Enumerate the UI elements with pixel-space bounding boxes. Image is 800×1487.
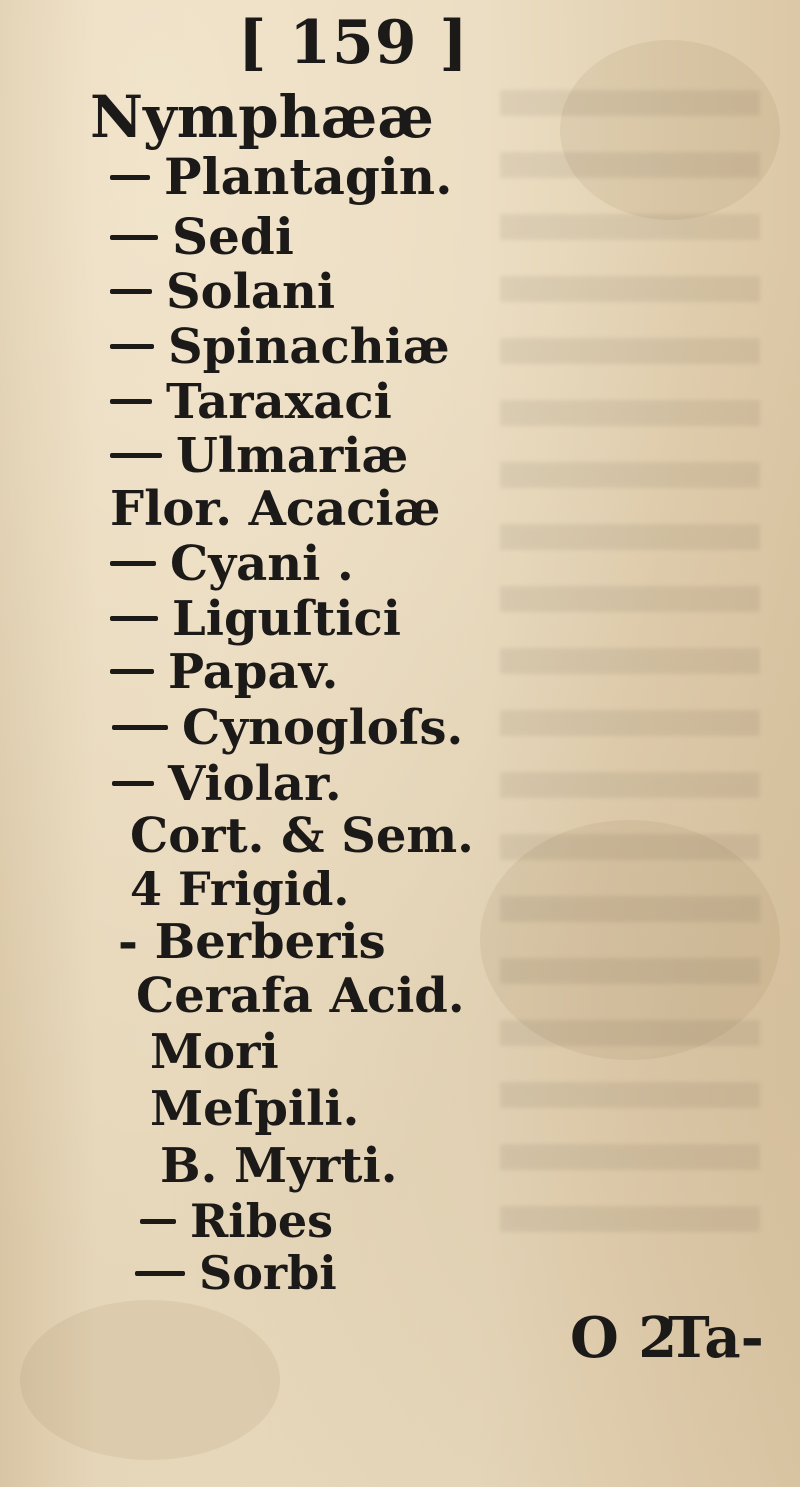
entry-line bbox=[110, 591, 401, 647]
entry-text: B. Myrti. bbox=[160, 1138, 398, 1194]
ditto-dash bbox=[135, 1271, 185, 1276]
entry-line bbox=[150, 1024, 279, 1080]
entry-line bbox=[110, 481, 441, 537]
entry-line bbox=[140, 1194, 334, 1248]
entry-text: Plantagin. bbox=[164, 147, 453, 206]
entry-line bbox=[112, 756, 342, 812]
entry-line bbox=[110, 536, 354, 592]
ditto-dash bbox=[110, 399, 152, 404]
ditto-dash bbox=[110, 235, 158, 240]
entry-line bbox=[110, 428, 409, 484]
entry-text: Solani bbox=[166, 264, 336, 320]
entry-text: Liguſtici bbox=[172, 591, 401, 647]
entry-text: Taraxaci bbox=[166, 374, 392, 430]
entry-text: Cyani . bbox=[170, 536, 354, 592]
entry-text: Ribes bbox=[190, 1194, 334, 1248]
ditto-dash bbox=[112, 781, 154, 786]
entry-text: Meſpili. bbox=[150, 1081, 360, 1137]
entry-line bbox=[110, 207, 294, 266]
entry-text: Mori bbox=[150, 1024, 279, 1080]
entry-line bbox=[110, 264, 336, 320]
entry-text: Flor. Acaciæ bbox=[110, 481, 441, 537]
bleed-through-text bbox=[500, 90, 760, 1240]
ditto-dash bbox=[110, 453, 162, 458]
entry-line bbox=[160, 1138, 398, 1194]
entry-text: Cynogloſs. bbox=[182, 700, 464, 756]
ditto-dash bbox=[110, 175, 150, 180]
entry-text: 4 Frigid. bbox=[130, 862, 350, 916]
entry-line bbox=[110, 644, 339, 700]
ditto-dash bbox=[110, 616, 158, 621]
ditto-dash bbox=[110, 669, 154, 674]
entry-text: Ulmariæ bbox=[176, 428, 409, 484]
entry-text: Cort. & Sem. bbox=[130, 808, 474, 864]
signature-mark: O 2 bbox=[570, 1305, 678, 1371]
entry-text: Nymphææ bbox=[90, 83, 434, 151]
catchword: Ta- bbox=[668, 1305, 764, 1371]
entry-text: Violar. bbox=[168, 756, 342, 812]
entry-line bbox=[135, 1246, 337, 1300]
entry-line bbox=[110, 319, 450, 375]
entry-text: Sedi bbox=[172, 207, 294, 266]
entry-text: Spinachiæ bbox=[168, 319, 450, 375]
entry-line bbox=[150, 1081, 360, 1137]
page-number: [ 159 ] bbox=[238, 8, 469, 78]
entry-line bbox=[112, 700, 464, 756]
entry-line bbox=[136, 968, 465, 1024]
entry-line bbox=[118, 914, 386, 970]
entry-text: Papav. bbox=[168, 644, 339, 700]
entry-line bbox=[90, 83, 434, 151]
ditto-dash bbox=[110, 289, 152, 294]
entry-line bbox=[110, 374, 392, 430]
ditto-dash bbox=[112, 725, 168, 730]
entry-text: Cerafa Acid. bbox=[136, 968, 465, 1024]
entry-line bbox=[130, 862, 350, 916]
entry-text: - Berberis bbox=[118, 914, 386, 970]
ditto-dash bbox=[110, 561, 156, 566]
entry-text: Sorbi bbox=[199, 1246, 337, 1300]
entry-line bbox=[110, 147, 453, 206]
paper-stain bbox=[20, 1300, 280, 1460]
ditto-dash bbox=[110, 344, 154, 349]
ditto-dash bbox=[140, 1219, 176, 1224]
entry-line bbox=[130, 808, 474, 864]
